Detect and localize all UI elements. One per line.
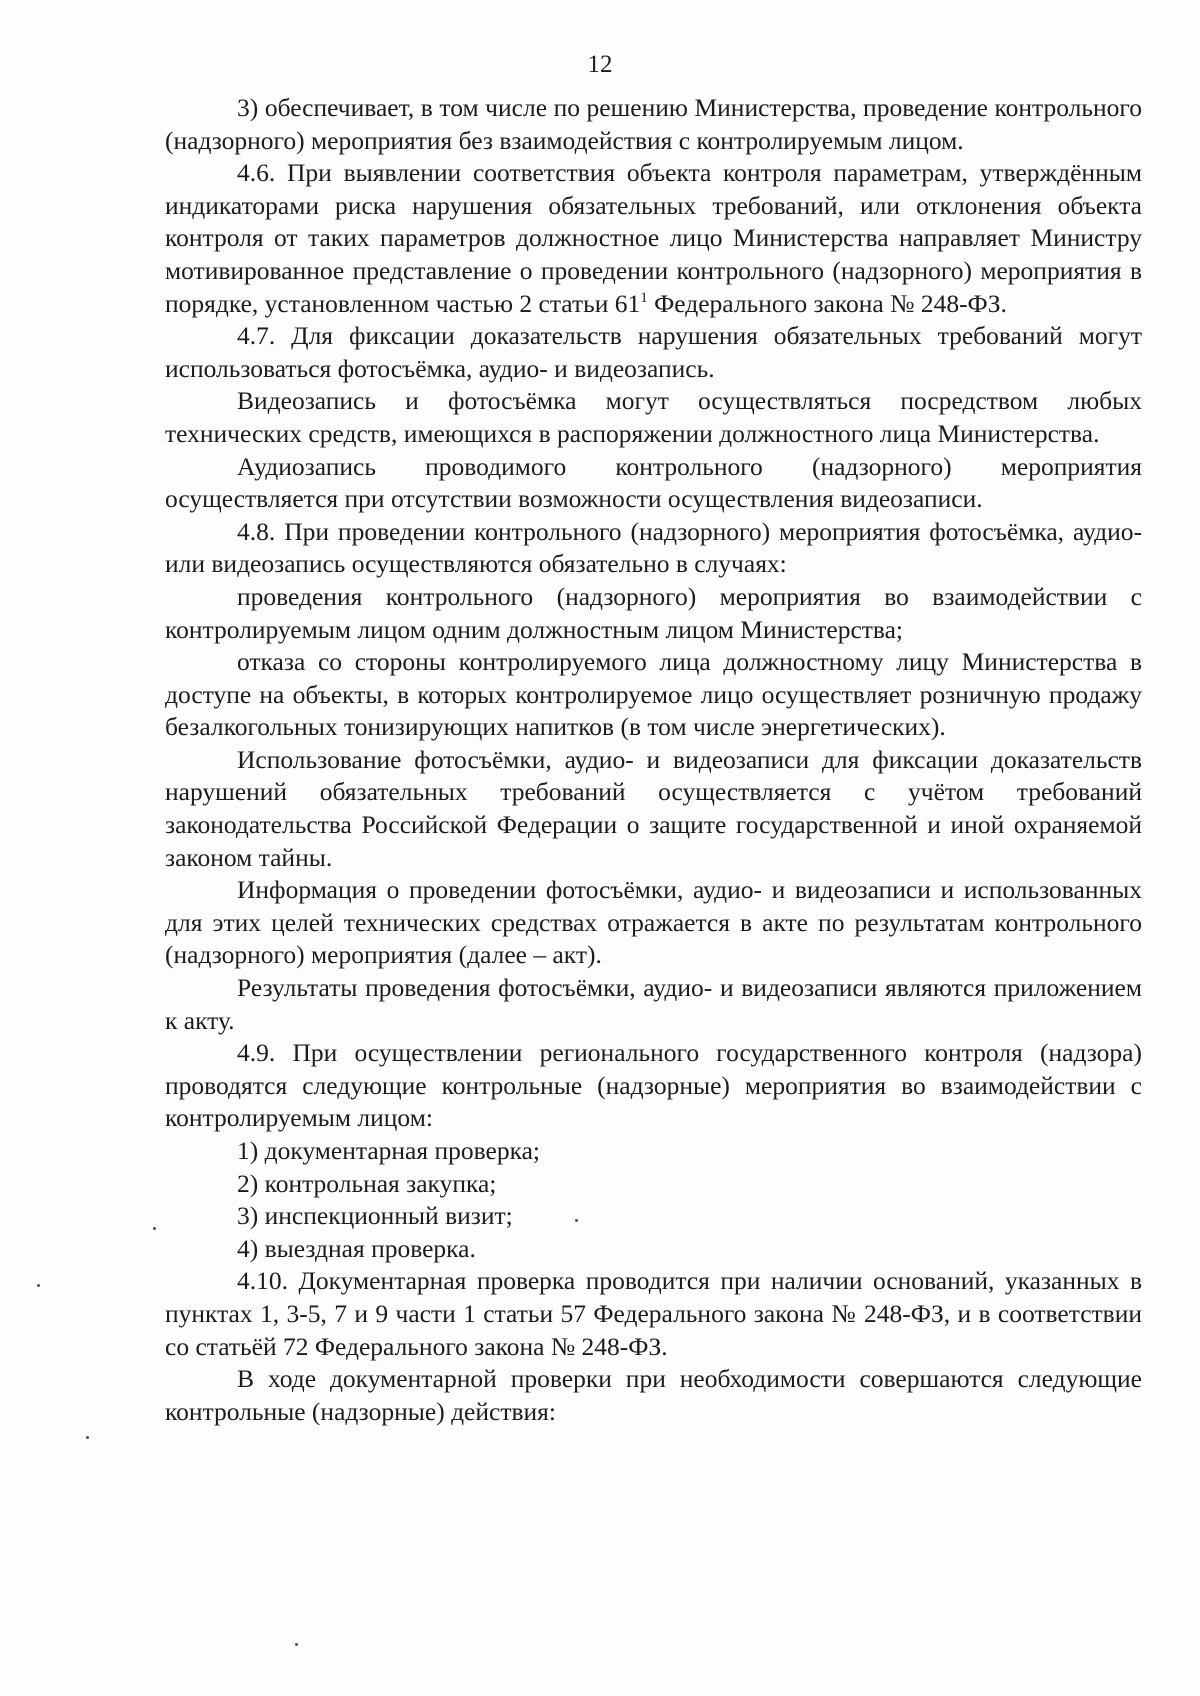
- paragraph-4-10: 4.10. Документарная проверка проводится при наличии оснований, указанных в пунктах 1, 3-5, 7 и 9 части 1 статьи 57 Федерального закона № 248-ФЗ, и в соответствии со статьёй 72 Федерального закона № 248-ФЗ.: [165, 1266, 1142, 1361]
- page-number: 12: [587, 51, 613, 78]
- paragraph-4-9: 4.9. При осуществлении регионального государственного контроля (надзора) проводятся следующие контрольные (надзорные) мероприятия во взаимодействии с контролируемым лицом:: [165, 1038, 1142, 1133]
- paragraph-documentary-check-actions: В ходе документарной проверки при необходимости совершаются следующие контрольные (надзорные) действия:: [165, 1364, 1142, 1426]
- paragraph-4-6: [165, 157, 1142, 320]
- paragraph-3-provides: 3) обеспечивает, в том числе по решению Министерства, проведение контрольного (надзорного) мероприятия без взаимодействия с контролируемым лицом.: [165, 93, 1142, 155]
- document-body: [165, 92, 1142, 1428]
- superscript-1: 1: [640, 289, 648, 306]
- scan-speck: [575, 1219, 578, 1222]
- paragraph-use-of-recordings: Использование фотосъёмки, аудио- и видеозаписи для фиксации доказательств нарушений обязательных требований осуществляется с учётом требований законодательства Российской Федерации о защите государственной и иной охраняемой законом тайны.: [165, 744, 1142, 872]
- list-item-field-check: 4) выездная проверка.: [237, 1233, 476, 1263]
- paragraph-recording-information: Информация о проведении фотосъёмки, аудио- и видеозаписи и использованных для этих целей технических средствах отражается в акте по результатам контрольного (надзорного) мероприятия (далее – акт).: [165, 875, 1142, 970]
- paragraph-4-6-end: Федерального закона № 248-ФЗ.: [647, 288, 1007, 318]
- paragraph-case-single-official: проведения контрольного (надзорного) мероприятия во взаимодействии с контролируемым лицом одним должностным лицом Министерства;: [165, 581, 1142, 644]
- list-item-documentary-check: 1) документарная проверка;: [237, 1136, 540, 1165]
- scan-speck: [295, 1643, 298, 1646]
- list-item-inspection-visit: 3) инспекционный визит;: [237, 1201, 513, 1231]
- paragraph-4-6-text: 4.6. При выявлении соответствия объекта контроля параметрам, утверждённым индикаторами риска нарушения обязательных требований, или отклонения объекта контроля от таких параметров должностное лицо Министерства направляет Министру мотивированное представление о проведении контрольного (надзорного) мероприятия в порядке, установленном частью 2 статьи 61: [165, 158, 1142, 318]
- list-item-control-purchase: 2) контрольная закупка;: [237, 1168, 497, 1198]
- scan-speck: [153, 1227, 156, 1230]
- paragraph-recording-results: Результаты проведения фотосъёмки, аудио- и видеозаписи являются приложением к акту.: [165, 973, 1142, 1035]
- paragraph-audio-recording: Аудиозапись проводимого контрольного (надзорного) мероприятия осуществляется при отсутствии возможности осуществления видеозаписи.: [165, 451, 1142, 514]
- scan-speck: [86, 1436, 89, 1439]
- paragraph-4-8: 4.8. При проведении контрольного (надзорного) мероприятия фотосъёмка, аудио- или видеозапись осуществляются обязательно в случаях:: [165, 516, 1142, 579]
- paragraph-case-access-refusal: отказа со стороны контролируемого лица должностному лицу Министерства в доступе на объекты, в которых контролируемое лицо осуществляет розничную продажу безалкогольных тонизирующих напитков (в том числе энергетических).: [165, 647, 1142, 742]
- scan-speck: [37, 1284, 40, 1287]
- paragraph-video-recording: Видеозапись и фотосъёмка могут осуществляться посредством любых технических средств, имеющихся в распоряжении должностного лица Министерства.: [165, 386, 1142, 448]
- paragraph-4-7: 4.7. Для фиксации доказательств нарушения обязательных требований могут использоваться фотосъёмка, аудио- и видеозапись.: [165, 321, 1142, 383]
